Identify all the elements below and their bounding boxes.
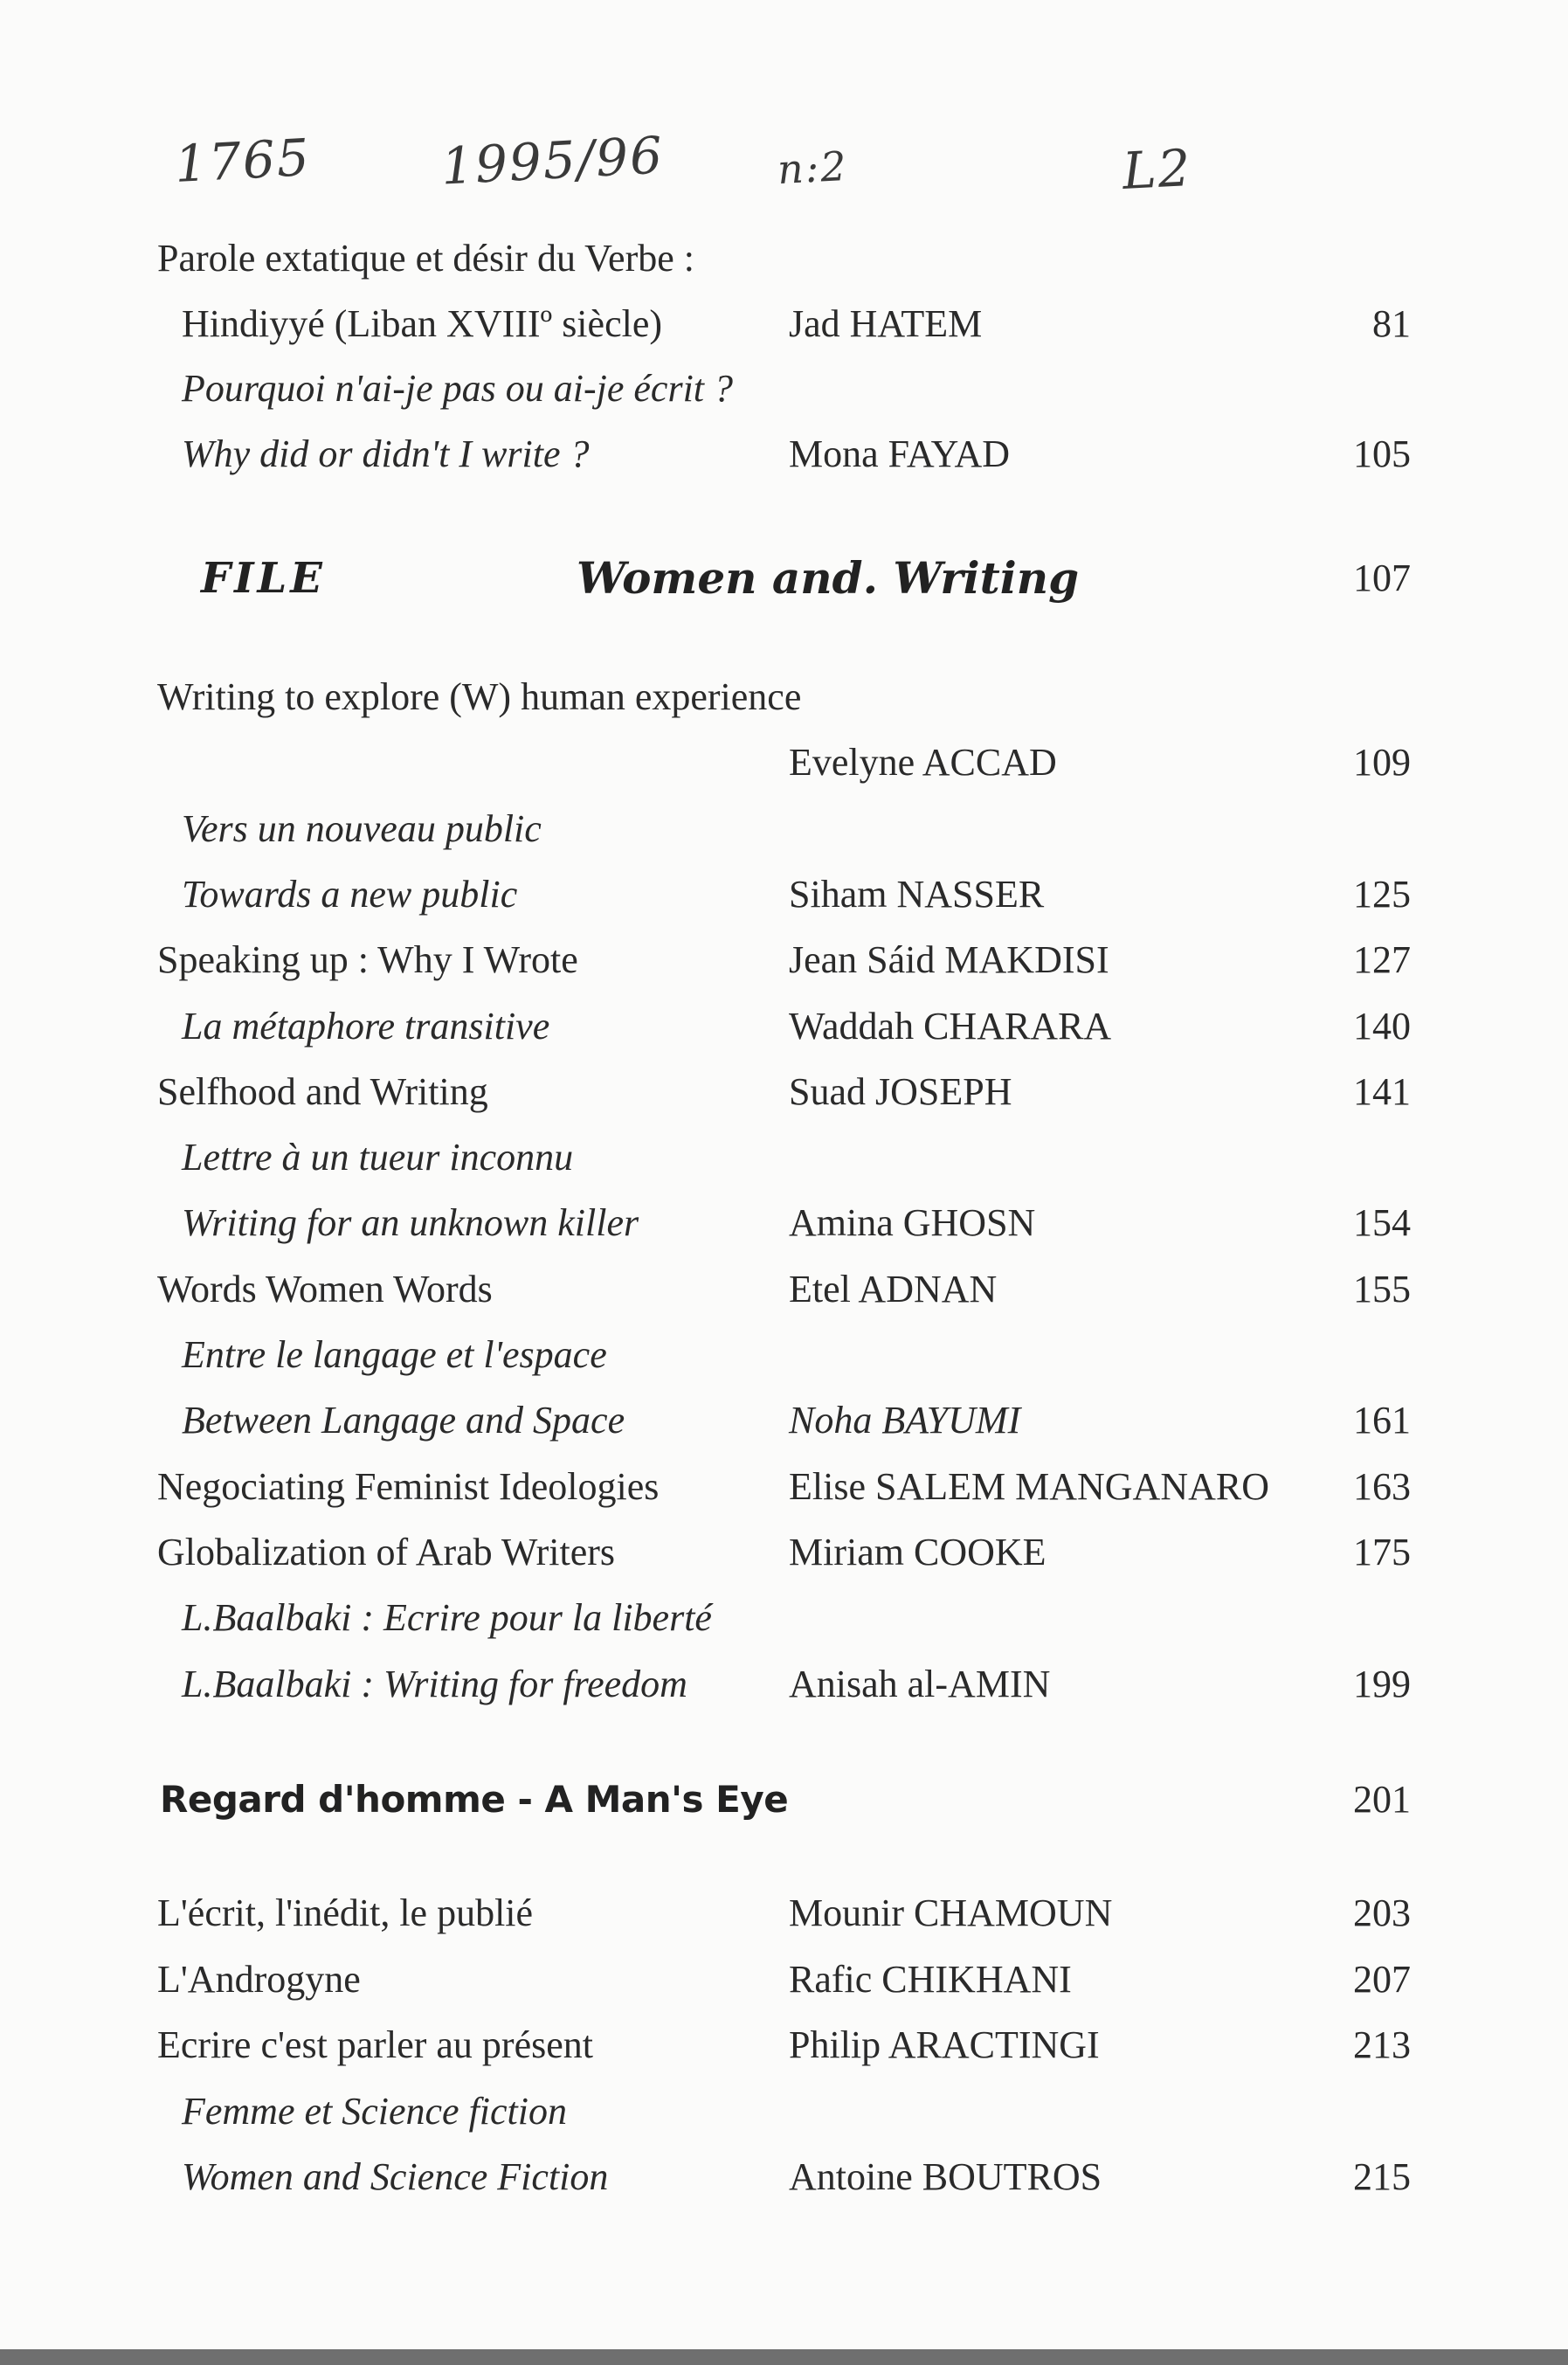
entry-title: Lettre à un tueur inconnu xyxy=(182,1136,574,1179)
entry-title: Hindiyyé (Liban XVIIIº siècle) xyxy=(182,301,662,345)
entry-author: Miriam COOKE xyxy=(789,1530,1046,1573)
handwritten-mark: L2 xyxy=(1121,137,1194,202)
man-section-title: Regard d'homme - A Man's Eye xyxy=(160,1778,789,1821)
entry-author: Jean Sáid MAKDISI xyxy=(789,938,1109,982)
entry-title: Words Women Words xyxy=(157,1267,493,1310)
entry-page: 203 xyxy=(1353,1891,1411,1934)
entry-page: 109 xyxy=(1353,741,1411,785)
toc-entry xyxy=(0,1258,1568,1321)
entry-title: Selfhood and Writing xyxy=(157,1069,488,1113)
entry-title: Between Langage and Space xyxy=(182,1399,625,1442)
scan-edge xyxy=(0,2349,1568,2365)
toc-entry xyxy=(0,423,1568,486)
toc-entry xyxy=(0,995,1568,1058)
handwritten-year: 1995/96 xyxy=(439,125,666,197)
entry-page: 207 xyxy=(1353,1957,1411,2001)
entry-page: 213 xyxy=(1353,2023,1411,2066)
entry-page: 125 xyxy=(1353,872,1411,916)
entry-author: Elise SALEM MANGANARO xyxy=(789,1464,1269,1508)
toc-entry xyxy=(0,293,1568,356)
toc-entry xyxy=(0,1126,1568,1189)
entry-author: Amina GHOSN xyxy=(789,1201,1036,1245)
entry-author: Evelyne ACCAD xyxy=(789,741,1057,785)
entry-title: Women and Science Fiction xyxy=(182,2155,609,2198)
file-label: FILE xyxy=(201,554,326,603)
entry-title: L'écrit, l'inédit, le publié xyxy=(157,1891,534,1934)
toc-entry xyxy=(0,731,1568,794)
toc-entry xyxy=(0,798,1568,861)
entry-page: 140 xyxy=(1353,1004,1411,1048)
entry-title: Speaking up : Why I Wrote xyxy=(157,938,578,982)
man-section-header xyxy=(0,1768,1568,1831)
toc-entry xyxy=(0,1192,1568,1255)
entry-title: La métaphore transitive xyxy=(182,1004,550,1048)
toc-entry xyxy=(0,2146,1568,2209)
entry-page: 215 xyxy=(1353,2155,1411,2198)
toc-entry xyxy=(0,2014,1568,2077)
man-section-page: 201 xyxy=(1353,1778,1411,1821)
toc-entry xyxy=(0,1456,1568,1518)
file-section-title: Women and. Writing xyxy=(577,552,1080,604)
entry-page: 127 xyxy=(1353,938,1411,982)
entry-page: 163 xyxy=(1353,1464,1411,1508)
toc-entry xyxy=(0,929,1568,992)
toc-entry xyxy=(0,863,1568,926)
entry-author: Noha BAYUMI xyxy=(789,1399,1021,1442)
file-section-page: 107 xyxy=(1353,557,1411,599)
entry-title: Globalization of Arab Writers xyxy=(157,1530,616,1573)
handwritten-issue: n:2 xyxy=(776,142,849,194)
entry-title: L.Baalbaki : Writing for freedom xyxy=(182,1662,687,1705)
entry-title: Pourquoi n'ai-je pas ou ai-je écrit ? xyxy=(182,367,734,410)
toc-entry xyxy=(0,227,1568,290)
toc-entry xyxy=(0,1587,1568,1649)
entry-title: Vers un nouveau public xyxy=(182,806,542,850)
entry-title: Parole extatique et désir du Verbe : xyxy=(157,237,694,280)
entry-author: Jad HATEM xyxy=(789,301,983,345)
entry-title: Writing to explore (W) human experience xyxy=(157,675,802,718)
toc-entry xyxy=(0,2080,1568,2143)
toc-entry xyxy=(0,1948,1568,2011)
entry-author: Anisah al-AMIN xyxy=(789,1662,1051,1705)
entry-author: Rafic CHIKHANI xyxy=(789,1957,1072,2001)
entry-author: Mounir CHAMOUN xyxy=(789,1891,1113,1934)
entry-page: 81 xyxy=(1372,301,1411,345)
entry-author: Antoine BOUTROS xyxy=(789,2155,1102,2198)
entry-author: Suad JOSEPH xyxy=(789,1069,1012,1113)
entry-title: Ecrire c'est parler au présent xyxy=(157,2023,593,2066)
toc-entry xyxy=(0,357,1568,420)
toc-entry xyxy=(0,666,1568,729)
file-section-header xyxy=(0,539,1568,618)
entry-title: L'Androgyne xyxy=(157,1957,361,2001)
toc-entry xyxy=(0,1324,1568,1386)
entry-author: Mona FAYAD xyxy=(789,432,1011,475)
entry-title: Negociating Feminist Ideologies xyxy=(157,1464,660,1508)
entry-title: Why did or didn't I write ? xyxy=(182,432,590,475)
entry-page: 105 xyxy=(1353,432,1411,475)
toc-entry xyxy=(0,1882,1568,1945)
handwritten-ref: 1765 xyxy=(173,127,313,195)
entry-title: Writing for an unknown killer xyxy=(182,1201,639,1245)
entry-title: L.Baalbaki : Ecrire pour la liberté xyxy=(182,1596,712,1640)
entry-title: Femme et Science fiction xyxy=(182,2089,568,2133)
entry-page: 161 xyxy=(1353,1399,1411,1442)
entry-page: 175 xyxy=(1353,1530,1411,1573)
entry-title: Towards a new public xyxy=(182,872,518,916)
entry-author: Etel ADNAN xyxy=(789,1267,998,1310)
entry-title: Entre le langage et l'espace xyxy=(182,1333,607,1376)
toc-entry xyxy=(0,1653,1568,1716)
toc-entry xyxy=(0,1389,1568,1452)
entry-page: 154 xyxy=(1353,1201,1411,1245)
entry-page: 199 xyxy=(1353,1662,1411,1705)
entry-author: Waddah CHARARA xyxy=(789,1004,1112,1048)
entry-author: Philip ARACTINGI xyxy=(789,2023,1100,2066)
entry-page: 141 xyxy=(1353,1069,1411,1113)
entry-author: Siham NASSER xyxy=(789,872,1045,916)
toc-entry xyxy=(0,1521,1568,1584)
toc-entry xyxy=(0,1061,1568,1124)
entry-page: 155 xyxy=(1353,1267,1411,1310)
